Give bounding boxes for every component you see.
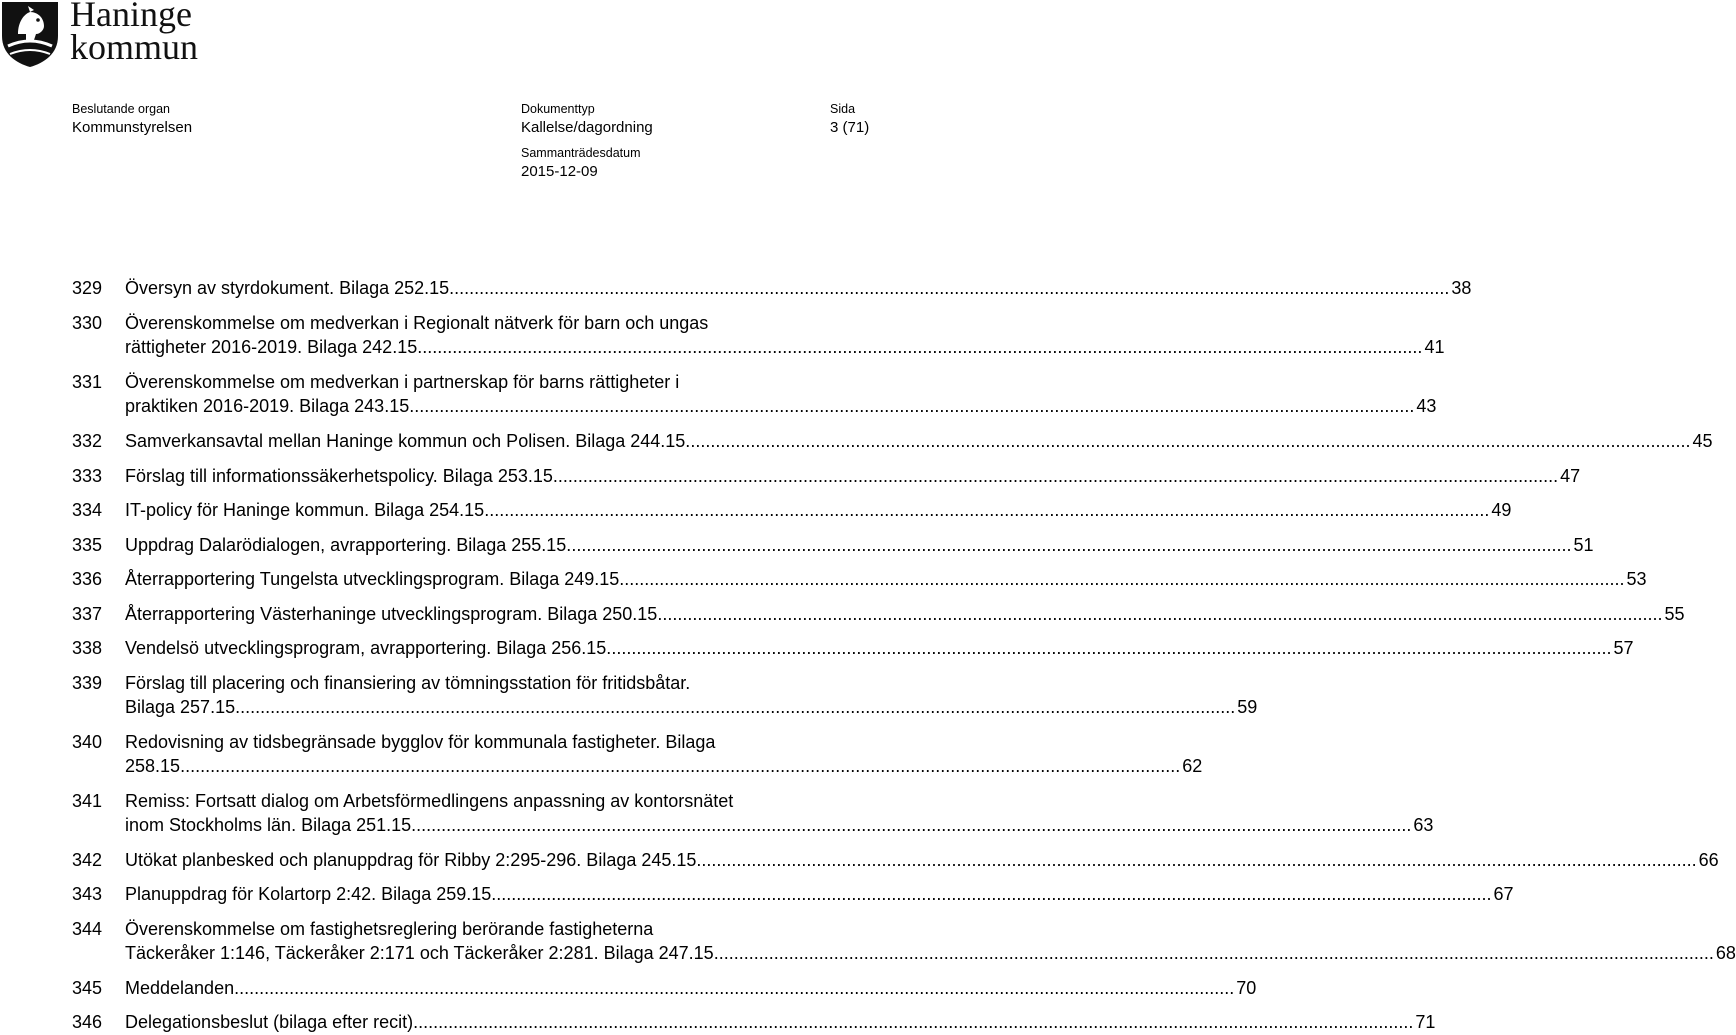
toc-entry-line	[125, 429, 1713, 453]
toc-entry-text: Redovisning av tidsbegränsade bygglov för kommunala fastigheter. Bilaga	[125, 732, 716, 752]
toc-entry-number: 330	[72, 313, 103, 333]
toc-entry[interactable]	[72, 602, 1685, 626]
toc-entry-text: praktiken 2016-2019. Bilaga 243.15.	[125, 396, 415, 416]
toc-entry-line	[125, 695, 1258, 719]
toc-entry-number: 329	[72, 278, 103, 298]
coat-of-arms-icon	[0, 0, 60, 68]
dot-leader: ........................................................................................................................................................................................................	[662, 604, 1663, 624]
header-decision-body	[72, 101, 192, 138]
toc-entry-line	[125, 1010, 1436, 1034]
dot-leader: ........................................................................................................................................................................................................	[422, 337, 1423, 357]
logo-line-2: kommun	[70, 27, 199, 67]
toc-entry-text: Utökat planbesked och planuppdrag för Ribby 2:295-296. Bilaga 245.15	[125, 850, 697, 870]
toc-entry-number: 345	[72, 978, 103, 998]
toc-entry-line	[125, 917, 884, 941]
toc-entry-title	[125, 636, 1634, 660]
toc-entry[interactable]	[72, 789, 1434, 837]
toc-entry-line	[125, 754, 1203, 778]
toc-entry[interactable]	[72, 370, 1437, 418]
toc-entry-title	[125, 533, 1594, 557]
dot-leader: ........................................................................................................................................................................................................	[489, 500, 1490, 520]
toc-entry-line	[125, 789, 884, 813]
toc-entry-title	[125, 1010, 1436, 1034]
toc-entry-line	[125, 813, 1434, 837]
dot-leader: ........................................................................................................................................................................................................	[690, 431, 1691, 451]
toc-entry-title	[125, 848, 1719, 872]
decision-body-value: Kommunstyrelsen	[72, 119, 193, 136]
toc-entry-line	[125, 848, 1719, 872]
toc-entry-number: 342	[72, 850, 103, 870]
dot-leader: ........................................................................................................................................................................................................	[611, 638, 1612, 658]
toc-entry[interactable]	[72, 636, 1634, 660]
toc-entry-page: 62	[1182, 756, 1203, 776]
toc-entry-number: 333	[72, 466, 103, 486]
dot-leader: ........................................................................................................................................................................................................	[413, 1012, 1414, 1032]
toc-entry-line	[125, 882, 1514, 906]
toc-entry-title	[125, 917, 1736, 965]
toc-entry-line	[125, 394, 1437, 418]
toc-entry[interactable]	[72, 498, 1512, 522]
toc-entry-title	[125, 671, 1258, 719]
haninge-kommun-logo	[0, 0, 230, 72]
toc-entry-page: 55	[1664, 604, 1685, 624]
toc-entry-text: inom Stockholms län. Bilaga 251.15	[125, 815, 412, 835]
logo-line-1: Haninge	[70, 0, 192, 34]
document-type-value: Kallelse/dagordning	[521, 119, 653, 136]
meeting-date-value: 2015-12-09	[521, 163, 598, 180]
toc-entry-page: 47	[1560, 466, 1581, 486]
toc-entry-page: 59	[1237, 697, 1258, 717]
toc-entry[interactable]	[72, 276, 1472, 300]
page-label: Sida	[830, 102, 856, 116]
toc-entry[interactable]	[72, 567, 1647, 591]
dot-leader: ........................................................................................................................................................................................................	[449, 278, 1450, 298]
dot-leader: ........................................................................................................................................................................................................	[234, 978, 1235, 998]
toc-entry-number: 341	[72, 791, 103, 811]
toc-entry[interactable]	[72, 730, 1203, 778]
toc-entry-number: 334	[72, 500, 103, 520]
toc-entry-title	[125, 276, 1472, 300]
toc-entry-page: 51	[1573, 535, 1594, 555]
toc-entry-line	[125, 311, 884, 335]
toc-entry-number: 340	[72, 732, 103, 752]
toc-entry-number: 338	[72, 638, 103, 658]
toc-entry-page: 68	[1715, 943, 1736, 963]
toc-entry-line	[125, 567, 1647, 591]
toc-entry-text: Uppdrag Dalarödialogen, avrapportering. Bilaga 255.15.	[125, 535, 572, 555]
dot-leader: ........................................................................................................................................................................................................	[713, 943, 1714, 963]
toc-entry-page: 66	[1698, 850, 1719, 870]
page-value: 3 (71)	[830, 119, 870, 136]
toc-entry-title	[125, 311, 1445, 359]
toc-entry-text: Förslag till informationssäkerhetspolicy. Bilaga 253.15.	[125, 466, 558, 486]
toc-entry-page: 41	[1424, 337, 1445, 357]
toc-entry[interactable]	[72, 917, 1736, 965]
toc-entry-page: 43	[1416, 396, 1437, 416]
toc-entry-title	[125, 730, 1203, 778]
toc-entry-page: 49	[1491, 500, 1512, 520]
toc-entry-line	[125, 671, 884, 695]
toc-entry-number: 339	[72, 673, 103, 693]
toc-entry-number: 332	[72, 431, 103, 451]
dot-leader: ........................................................................................................................................................................................................	[180, 756, 1181, 776]
dot-leader: ........................................................................................................................................................................................................	[414, 396, 1415, 416]
dot-leader: ........................................................................................................................................................................................................	[571, 535, 1572, 555]
toc-entry-title	[125, 567, 1647, 591]
toc-entry-text: Remiss: Fortsatt dialog om Arbetsförmedlingens anpassning av kontorsnätet	[125, 791, 734, 811]
decision-body-label: Beslutande organ	[72, 102, 170, 116]
toc-entry-text: Samverkansavtal mellan Haninge kommun och Polisen. Bilaga 244.15.	[125, 431, 691, 451]
toc-entry-number: 335	[72, 535, 103, 555]
toc-entry-page: 71	[1415, 1012, 1436, 1032]
toc-entry-text: Förslag till placering och finansiering av tömningsstation för fritidsbåtar.	[125, 673, 691, 693]
toc-entry[interactable]	[72, 533, 1594, 557]
toc-entry-text: IT-policy för Haninge kommun. Bilaga 254.15.	[125, 500, 490, 520]
header-document-type	[521, 101, 653, 182]
toc-entry-text: Täckeråker 1:146, Täckeråker 2:171 och Täckeråker 2:281. Bilaga 247.15	[125, 943, 714, 963]
toc-entry[interactable]	[72, 848, 1719, 872]
logo-wordmark	[70, 0, 199, 67]
toc-entry-line	[125, 276, 1472, 300]
toc-entry-text: Bilaga 257.15	[125, 697, 236, 717]
toc-entry-title	[125, 882, 1514, 906]
header-page	[830, 101, 869, 138]
toc-entry-number: 343	[72, 884, 103, 904]
toc-entry[interactable]	[72, 311, 1445, 359]
toc-entry-line	[125, 941, 1736, 965]
toc-entry-title	[125, 429, 1713, 453]
toc-entry-text: rättigheter 2016-2019. Bilaga 242.15.	[125, 337, 423, 357]
toc-entry-title	[125, 464, 1581, 488]
toc-entry-text: Överenskommelse om fastighetsreglering berörande fastigheterna	[125, 919, 654, 939]
dot-leader: ........................................................................................................................................................................................................	[411, 815, 1412, 835]
toc-entry[interactable]	[72, 429, 1713, 453]
toc-entry-number: 331	[72, 372, 103, 392]
toc-entry-line	[125, 602, 1685, 626]
toc-entry-page: 38	[1451, 278, 1472, 298]
toc-entry[interactable]	[72, 464, 1581, 488]
toc-entry-title	[125, 370, 1437, 418]
toc-entry-text: 258.15	[125, 756, 181, 776]
dot-leader: ........................................................................................................................................................................................................	[696, 850, 1697, 870]
toc-entry-text: Överenskommelse om medverkan i Regionalt nätverk för barn och ungas	[125, 313, 709, 333]
toc-entry-text: Överenskommelse om medverkan i partnerskap för barns rättigheter i	[125, 372, 680, 392]
toc-entry[interactable]	[72, 671, 1258, 719]
toc-entry-line	[125, 498, 1512, 522]
toc-entry-title	[125, 789, 1434, 837]
toc-entry-page: 63	[1413, 815, 1434, 835]
toc-entry-text: Delegationsbeslut (bilaga efter recit)	[125, 1012, 414, 1032]
toc-entry-text: Vendelsö utvecklingsprogram, avrapportering. Bilaga 256.15.	[125, 638, 612, 658]
toc-entry-text: Återrapportering Västerhaninge utvecklingsprogram. Bilaga 250.15.	[125, 604, 663, 624]
toc-entry[interactable]	[72, 882, 1514, 906]
toc-entry-number: 336	[72, 569, 103, 589]
toc-entry[interactable]	[72, 976, 1257, 1000]
dot-leader: ........................................................................................................................................................................................................	[624, 569, 1625, 589]
toc-entry-line	[125, 335, 1445, 359]
toc-entry-line	[125, 730, 884, 754]
toc-entry-number: 346	[72, 1012, 103, 1032]
toc-entry-title	[125, 976, 1257, 1000]
toc-entry-text: Återrapportering Tungelsta utvecklingsprogram. Bilaga 249.15.	[125, 569, 625, 589]
toc-entry-page: 57	[1613, 638, 1634, 658]
dot-leader: ........................................................................................................................................................................................................	[491, 884, 1492, 904]
toc-entry[interactable]	[72, 1010, 1436, 1034]
dot-leader: ........................................................................................................................................................................................................	[235, 697, 1236, 717]
toc-entry-number: 344	[72, 919, 103, 939]
toc-entry-number: 337	[72, 604, 103, 624]
toc-entry-page: 70	[1236, 978, 1257, 998]
toc-entry-text: Meddelanden	[125, 978, 235, 998]
toc-entry-text: Översyn av styrdokument. Bilaga 252.15	[125, 278, 450, 298]
toc-entry-page: 45	[1692, 431, 1713, 451]
toc-entry-title	[125, 602, 1685, 626]
meeting-date-label: Sammanträdesdatum	[521, 146, 641, 160]
document-type-label: Dokumenttyp	[521, 102, 595, 116]
toc-entry-page: 67	[1493, 884, 1514, 904]
toc-entry-page: 53	[1626, 569, 1647, 589]
toc-entry-title	[125, 498, 1512, 522]
toc-entry-line	[125, 976, 1257, 1000]
toc-entry-text: Planuppdrag för Kolartorp 2:42. Bilaga 259.15	[125, 884, 492, 904]
dot-leader: ........................................................................................................................................................................................................	[557, 466, 1559, 486]
toc-entry-line	[125, 370, 884, 394]
toc-entry-line	[125, 533, 1594, 557]
toc-entry-line	[125, 636, 1634, 660]
toc-entry-line	[125, 464, 1581, 488]
